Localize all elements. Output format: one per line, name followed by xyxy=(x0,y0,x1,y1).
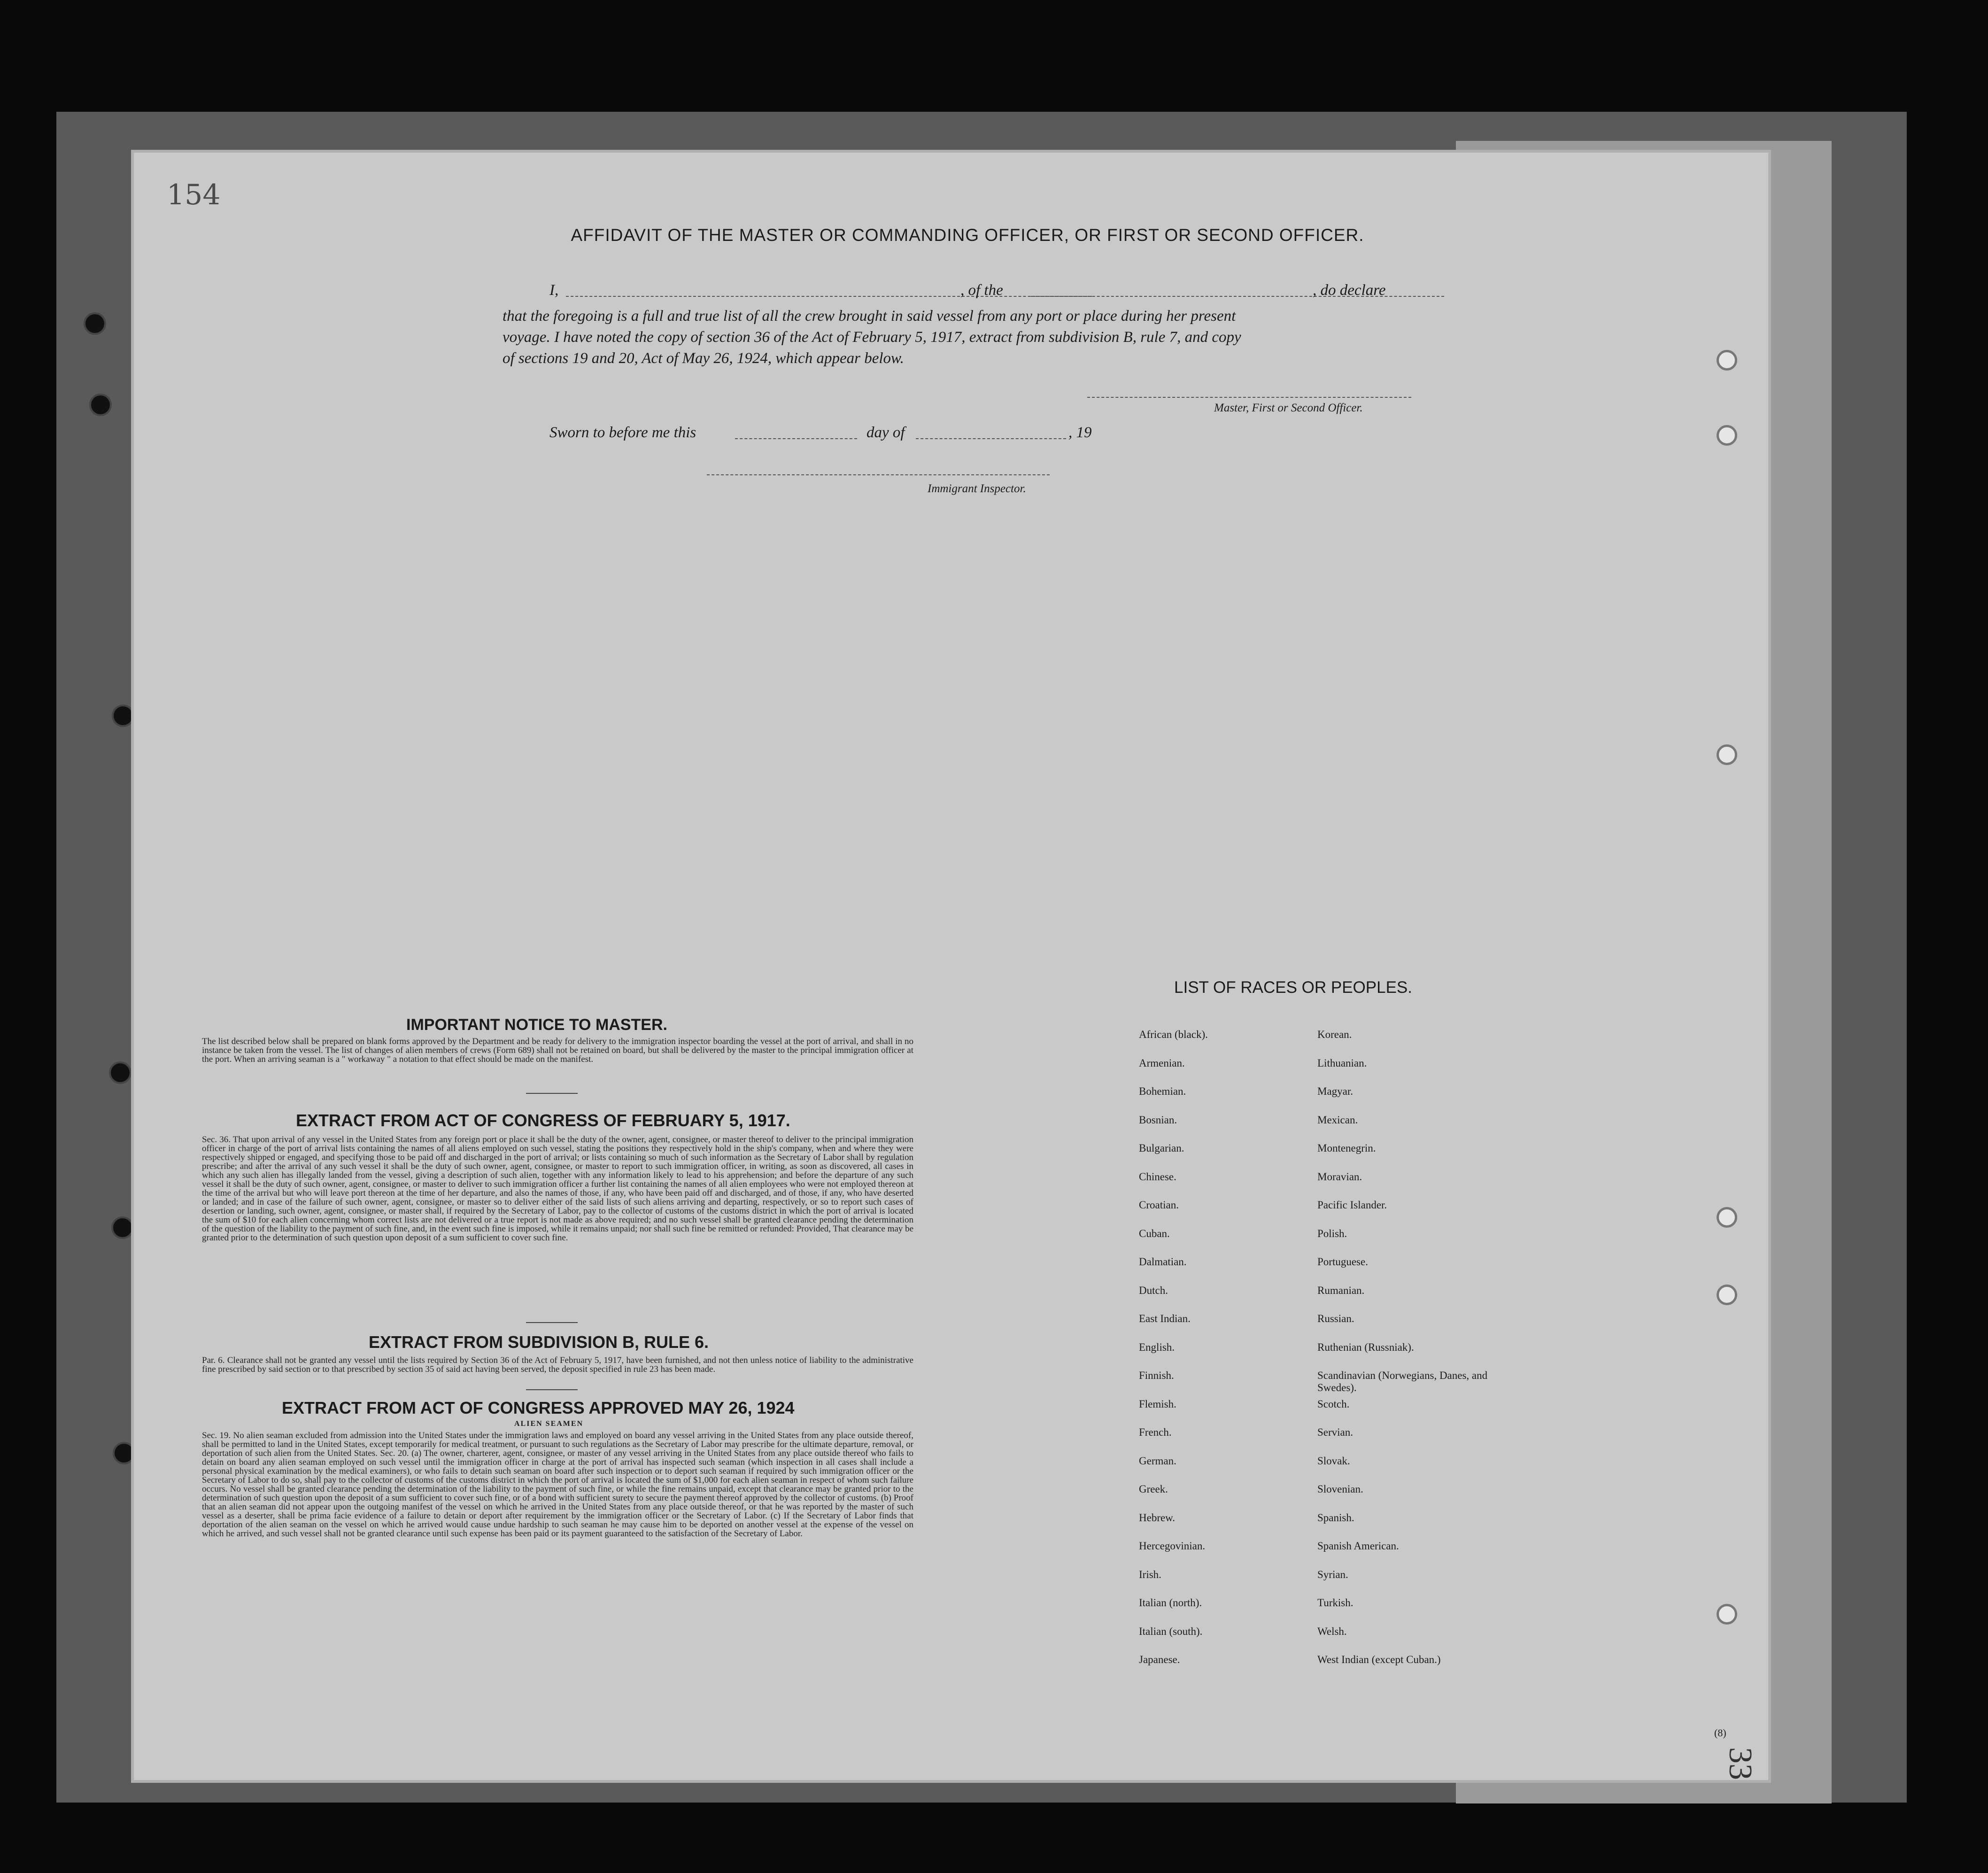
separator xyxy=(526,1093,578,1094)
page-ring-hole xyxy=(1717,350,1737,371)
page-ring-hole xyxy=(1717,744,1737,765)
page-ring-hole xyxy=(1717,1207,1737,1228)
binder-hole xyxy=(84,312,106,335)
race-item: Bulgarian. xyxy=(1139,1142,1184,1154)
race-item: Italian (south). xyxy=(1139,1625,1203,1637)
extract-1917-body: Sec. 36. That upon arrival of any vessel in the United States from any foreign port or place it shall be the duty of the owner, agent, consignee, or master thereof to deliver to the principal immigration officer in charge of the port of arrival lists containing the names of all aliens employed on such vessel, stating the positions they respectively hold in the ship's company, when and where they were respectively shipped or engaged, and specifying those to be paid off and discharged in the port of arrival; or lists containing so much of such information as the Secretary of Labor shall by regulation prescribe; and after the arrival of any such vessel it shall be the duty of such owner, agent, consignee, or master to report to such immigration officer, in writing, as soon as discovered, all cases in which any such alien has illegally landed from the vessel, giving a description of such alien, together with any information likely to lead to his apprehension; and before the departure of any such vessel it shall be the duty of such owner, agent, consignee, or master to deliver to such immigration officer a further list containing the names of all alien employees who were not employed thereon at the time of the arrival but who will leave port thereon at the time of her departure, and also the names of those, if any, who have been paid off and discharged, and of those, if any, who have deserted or landed; and in case of the failure of such owner, agent, consignee, or master so to deliver either of the said lists of such aliens arriving and departing, respectively, or so to report such cases of desertion or landing, such owner, agent, consignee, or master shall, if required by the Secretary of Labor, pay to the collector of customs of the customs district in which the port of arrival is located the sum of $10 for each alien concerning whom correct lists are not delivered or a true report is not made as above required; and no such vessel shall be granted clearance pending the determination of the question of the liability to the payment of such fine, and, in the event such fine is imposed, while it remains unpaid; nor shall such fine be remitted or refunded: Provided, That clearance may be granted prior to the determination of such question upon deposit of a sum sufficient to cover such fine. xyxy=(202,1135,913,1243)
affidavit-line-4: of sections 19 and 20, Act of May 26, 1924, which appear below. xyxy=(503,350,904,367)
race-item: Slovak. xyxy=(1317,1455,1350,1467)
race-item: Russian. xyxy=(1317,1313,1354,1324)
binder-hole xyxy=(89,394,112,416)
affidavit-page xyxy=(134,153,1768,1780)
notice-title: IMPORTANT NOTICE TO MASTER. xyxy=(406,1016,667,1034)
race-item: Irish. xyxy=(1139,1568,1161,1580)
binder-hole xyxy=(111,1216,134,1239)
race-item: Rumanian. xyxy=(1317,1284,1365,1296)
race-item: Moravian. xyxy=(1317,1170,1362,1183)
affidavit-do-declare: , do declare xyxy=(1313,282,1386,299)
affidavit-line-2: that the foregoing is a full and true list of all the crew brought in said vessel from any port or place during her present xyxy=(503,308,1236,325)
race-item: Slovenian. xyxy=(1317,1483,1363,1495)
extract-rule6-title: EXTRACT FROM SUBDIVISION B, RULE 6. xyxy=(369,1332,709,1352)
race-item: Japanese. xyxy=(1139,1654,1180,1665)
page-ring-hole xyxy=(1717,1604,1737,1625)
separator xyxy=(526,1322,578,1323)
races-title: LIST OF RACES OR PEOPLES. xyxy=(1174,978,1413,997)
race-item: Dutch. xyxy=(1139,1284,1168,1296)
race-item: Hebrew. xyxy=(1139,1511,1176,1524)
race-item: Hercegovinian. xyxy=(1139,1540,1206,1552)
race-item: West Indian (except Cuban.) xyxy=(1317,1654,1441,1665)
extract-1924-title: EXTRACT FROM ACT OF CONGRESS APPROVED MAY 26, 1924 xyxy=(282,1398,795,1417)
notice-body: The list described below shall be prepared on blank forms approved by the Department and be ready for delivery to the immigration inspector boarding the vessel at the port of arrival, and shall in no instance be taken from the vessel. The list of changes of alien members of crews (Form 689) shall not be retained on board, but shall be delivered by the master to the principal immigration officer at the port. When an arriving seaman is a " workaway " a notation to that effect should be made on the manifest. xyxy=(202,1037,913,1064)
race-item: Montenegrin. xyxy=(1317,1142,1376,1154)
page-ring-hole xyxy=(1717,1285,1737,1305)
race-item: French. xyxy=(1139,1426,1172,1438)
race-item: Mexican. xyxy=(1317,1114,1358,1126)
form-mark: (8) xyxy=(1714,1727,1726,1739)
affidavit-i: I, xyxy=(549,282,559,299)
affidavit-of-the: , of the xyxy=(960,282,1003,299)
affidavit-title: AFFIDAVIT OF THE MASTER OR COMMANDING OFFICER, OR FIRST OR SECOND OFFICER. xyxy=(571,225,1364,245)
day-of: day of xyxy=(866,424,905,441)
race-item: Armenian. xyxy=(1139,1057,1185,1069)
race-item: East Indian. xyxy=(1139,1313,1191,1324)
handwritten-page-number: 154 xyxy=(167,178,221,211)
extract-rule6-body: Par. 6. Clearance shall not be granted any vessel until the lists required by Section 36 of the Act of February 5, 1917, have been furnished, and not then unless notice of liability to the administrative fine prescribed by said section or to that prescribed by section 35 of said act having been served, the deposit specified in rule 23 has been made. xyxy=(202,1355,913,1374)
binder-hole xyxy=(112,704,134,727)
sworn-before: Sworn to before me this xyxy=(549,424,696,441)
race-item: Croatian. xyxy=(1139,1199,1179,1211)
name-blank xyxy=(566,296,1092,297)
race-item: Ruthenian (Russniak). xyxy=(1317,1341,1414,1353)
race-item: English. xyxy=(1139,1341,1175,1353)
race-item: Portuguese. xyxy=(1317,1256,1368,1268)
race-item: Scotch. xyxy=(1317,1398,1350,1410)
race-item: Flemish. xyxy=(1139,1398,1176,1410)
race-item: Bohemian. xyxy=(1139,1085,1186,1097)
race-item: Chinese. xyxy=(1139,1170,1176,1183)
race-item: Korean. xyxy=(1317,1029,1352,1040)
race-item: Syrian. xyxy=(1317,1568,1348,1580)
race-item: Servian. xyxy=(1317,1426,1354,1438)
race-item: Pacific Islander. xyxy=(1317,1199,1387,1211)
race-item: Greek. xyxy=(1139,1483,1168,1495)
race-item: Finnish. xyxy=(1139,1370,1174,1381)
separator xyxy=(526,1389,578,1390)
race-item: Spanish. xyxy=(1317,1511,1354,1524)
race-item: Lithuanian. xyxy=(1317,1057,1367,1069)
affidavit-line-3: voyage. I have noted the copy of section 36 of the Act of February 5, 1917, extract from subdivision B, rule 7, and copy xyxy=(503,329,1241,346)
handwritten-bottom-number: 33 xyxy=(1722,1747,1758,1780)
race-item: Italian (north). xyxy=(1139,1597,1202,1609)
race-item: Cuban. xyxy=(1139,1227,1170,1239)
sworn-month-blank xyxy=(916,438,1066,439)
race-item: Magyar. xyxy=(1317,1085,1354,1097)
race-item: African (black). xyxy=(1139,1029,1208,1040)
race-item: Turkish. xyxy=(1317,1597,1354,1609)
master-caption: Master, First or Second Officer. xyxy=(1214,402,1363,414)
binder-hole xyxy=(113,1442,135,1464)
race-item: German. xyxy=(1139,1455,1176,1467)
inspector-signature-line xyxy=(707,474,1050,475)
sworn-day-blank xyxy=(735,438,857,439)
race-item: Scandinavian (Norwegians, Danes, and Swedes). xyxy=(1317,1370,1488,1393)
extract-1924-body: Sec. 19. No alien seaman excluded from admission into the United States under the immigration laws and employed on board any vessel arriving in the United States from any place outside thereof, shall be permitted to land in the United States, except temporarily for medical treatment, or pursuant to such regulations as the Secretary of Labor may prescribe for the ultimate departure, removal, or deportation of such alien from the United States. Sec. 20. (a) The owner, charterer, agent, consignee, or master of any vessel arriving in the United States from any place outside thereof who fails to detain on board any alien seaman employed on such vessel until the immigration officer in charge at the port of arrival has inspected such seaman (which inspection in all cases shall include a personal physical examination by the medical examiners), or who fails to detain such seaman on board after such inspection or to deport such seaman if required by such immigration officer or the Secretary of Labor to do so, shall pay to the collector of customs of the customs district in which the port of arrival is located the sum of $1,000 for each alien seaman in respect of whom such failure occurs. No vessel shall be granted clearance pending the determination of the liability to the payment of such fine, or while the fine remains unpaid, except that clearance may be granted prior to the determination of such question upon the deposit of a sum sufficient to cover such fine, or of a bond with sufficient surety to secure the payment thereof approved by the collector of customs. (b) Proof that an alien seaman did not appear upon the outgoing manifest of the vessel on which he arrived in the United States from any place outside thereof, or that he was reported by the master of such vessel as a deserter, shall be prima facie evidence of a failure to detain or deport after requirement by the immigration officer or the Secretary of Labor. (c) If the Secretary of Labor finds that deportation of the alien seaman on the vessel on which he arrived would cause undue hardship to such seaman he may cause him to be deported on another vessel at the expense of the vessel on which he arrived, and such vessel shall not be granted clearance until such expense has been paid or its payment guaranteed to the satisfaction of the Secretary of Labor. xyxy=(202,1431,913,1539)
race-item: Bosnian. xyxy=(1139,1114,1177,1126)
master-signature-line xyxy=(1087,397,1411,398)
year-prefix: , 19 xyxy=(1068,424,1092,441)
race-item: Polish. xyxy=(1317,1227,1347,1239)
extract-1917-title: EXTRACT FROM ACT OF CONGRESS OF FEBRUARY 5, 1917. xyxy=(296,1111,790,1130)
alien-seamen-subtitle: ALIEN SEAMEN xyxy=(514,1420,584,1428)
race-item: Spanish American. xyxy=(1317,1540,1399,1552)
inspector-caption: Immigrant Inspector. xyxy=(928,482,1026,495)
binder-hole xyxy=(109,1061,132,1084)
page-ring-hole xyxy=(1717,425,1737,446)
race-item: Welsh. xyxy=(1317,1625,1347,1637)
race-item: Dalmatian. xyxy=(1139,1256,1187,1268)
